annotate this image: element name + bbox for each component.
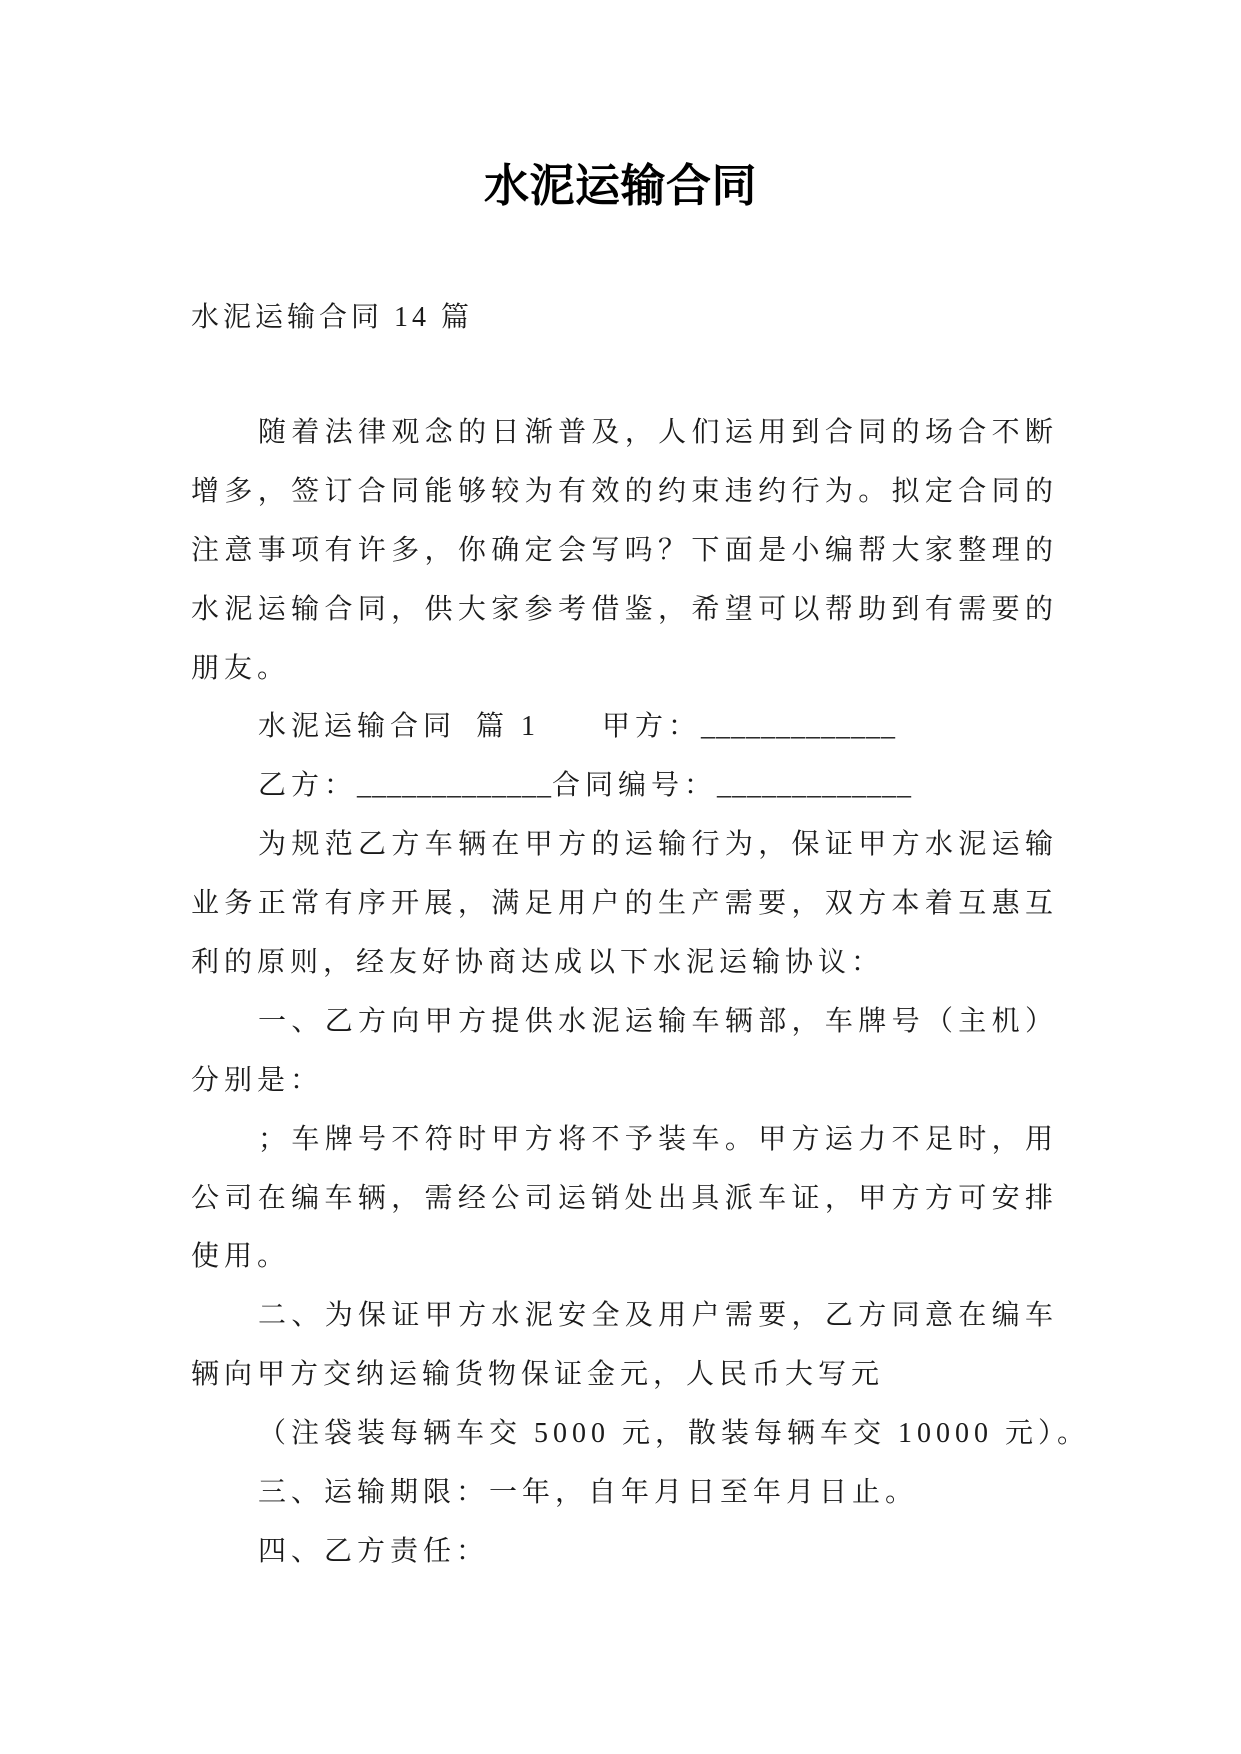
intro-line: 随着法律观念的日渐普及，人们运用到合同的场合不断 xyxy=(258,417,1057,448)
clause-2-line: 辆向甲方交纳运输货物保证金元，人民币大写元 xyxy=(191,1359,885,1391)
contract-header-party-b-line xyxy=(191,757,1057,816)
intro-line: 水泥运输合同，供大家参考借鉴，希望可以帮助到有需要的 xyxy=(191,593,1057,625)
clause-2-line: 二、为保证甲方水泥安全及用户需要，乙方同意在编车 xyxy=(258,1300,1057,1332)
party-a-blank: _____________ xyxy=(701,711,897,743)
preamble-line: 为规范乙方车辆在甲方的运输行为，保证甲方水泥运输 xyxy=(258,829,1057,861)
clause-1-note-line: ；车牌号不符时甲方将不予装车。甲方运力不足时，用 xyxy=(258,1123,1057,1155)
party-b-label: 乙方： xyxy=(258,770,358,802)
contract-no-label: 合同编号： xyxy=(552,770,718,802)
clause-1-note-line: 公司在编车辆，需经公司运销处出具派车证，甲方方可安排 xyxy=(191,1182,1057,1214)
clause-1-line: 分别是： xyxy=(191,1064,324,1096)
intro-line: 注意事项有许多，你确定会写吗？下面是小编帮大家整理的 xyxy=(191,534,1057,566)
contract-header-party-a-line xyxy=(191,698,1057,757)
clause-1-line: 一、乙方向甲方提供水泥运输车辆部，车牌号（主机） xyxy=(258,1005,1057,1037)
clause-1-note-line: 使用。 xyxy=(191,1241,291,1273)
intro-line: 增多，签订合同能够较为有效的约束违约行为。拟定合同的 xyxy=(191,475,1057,507)
intro-line: 朋友。 xyxy=(191,652,291,684)
clause-3: 三、运输期限：一年，自年月日至年月日止。 xyxy=(258,1477,919,1509)
preamble-line: 业务正常有序开展，满足用户的生产需要，双方本着互惠互 xyxy=(191,888,1057,920)
contract-number: 篇 1 xyxy=(476,711,541,743)
contract-no-blank: _____________ xyxy=(717,770,913,802)
document-title: 水泥运输合同 xyxy=(483,161,757,211)
document-body xyxy=(191,404,1091,1582)
party-b-blank: _____________ xyxy=(357,770,553,802)
document-subtitle: 水泥运输合同 14 篇 xyxy=(191,302,474,333)
clause-2-note: （注袋装每辆车交 5000 元，散装每辆车交 10000 元）。 xyxy=(258,1418,1091,1450)
party-a-label: 甲方： xyxy=(602,711,702,743)
contract-name: 水泥运输合同 xyxy=(258,711,457,743)
preamble-line: 利的原则，经友好协商达成以下水泥运输协议： xyxy=(191,947,885,979)
clause-4: 四、乙方责任： xyxy=(258,1535,490,1567)
